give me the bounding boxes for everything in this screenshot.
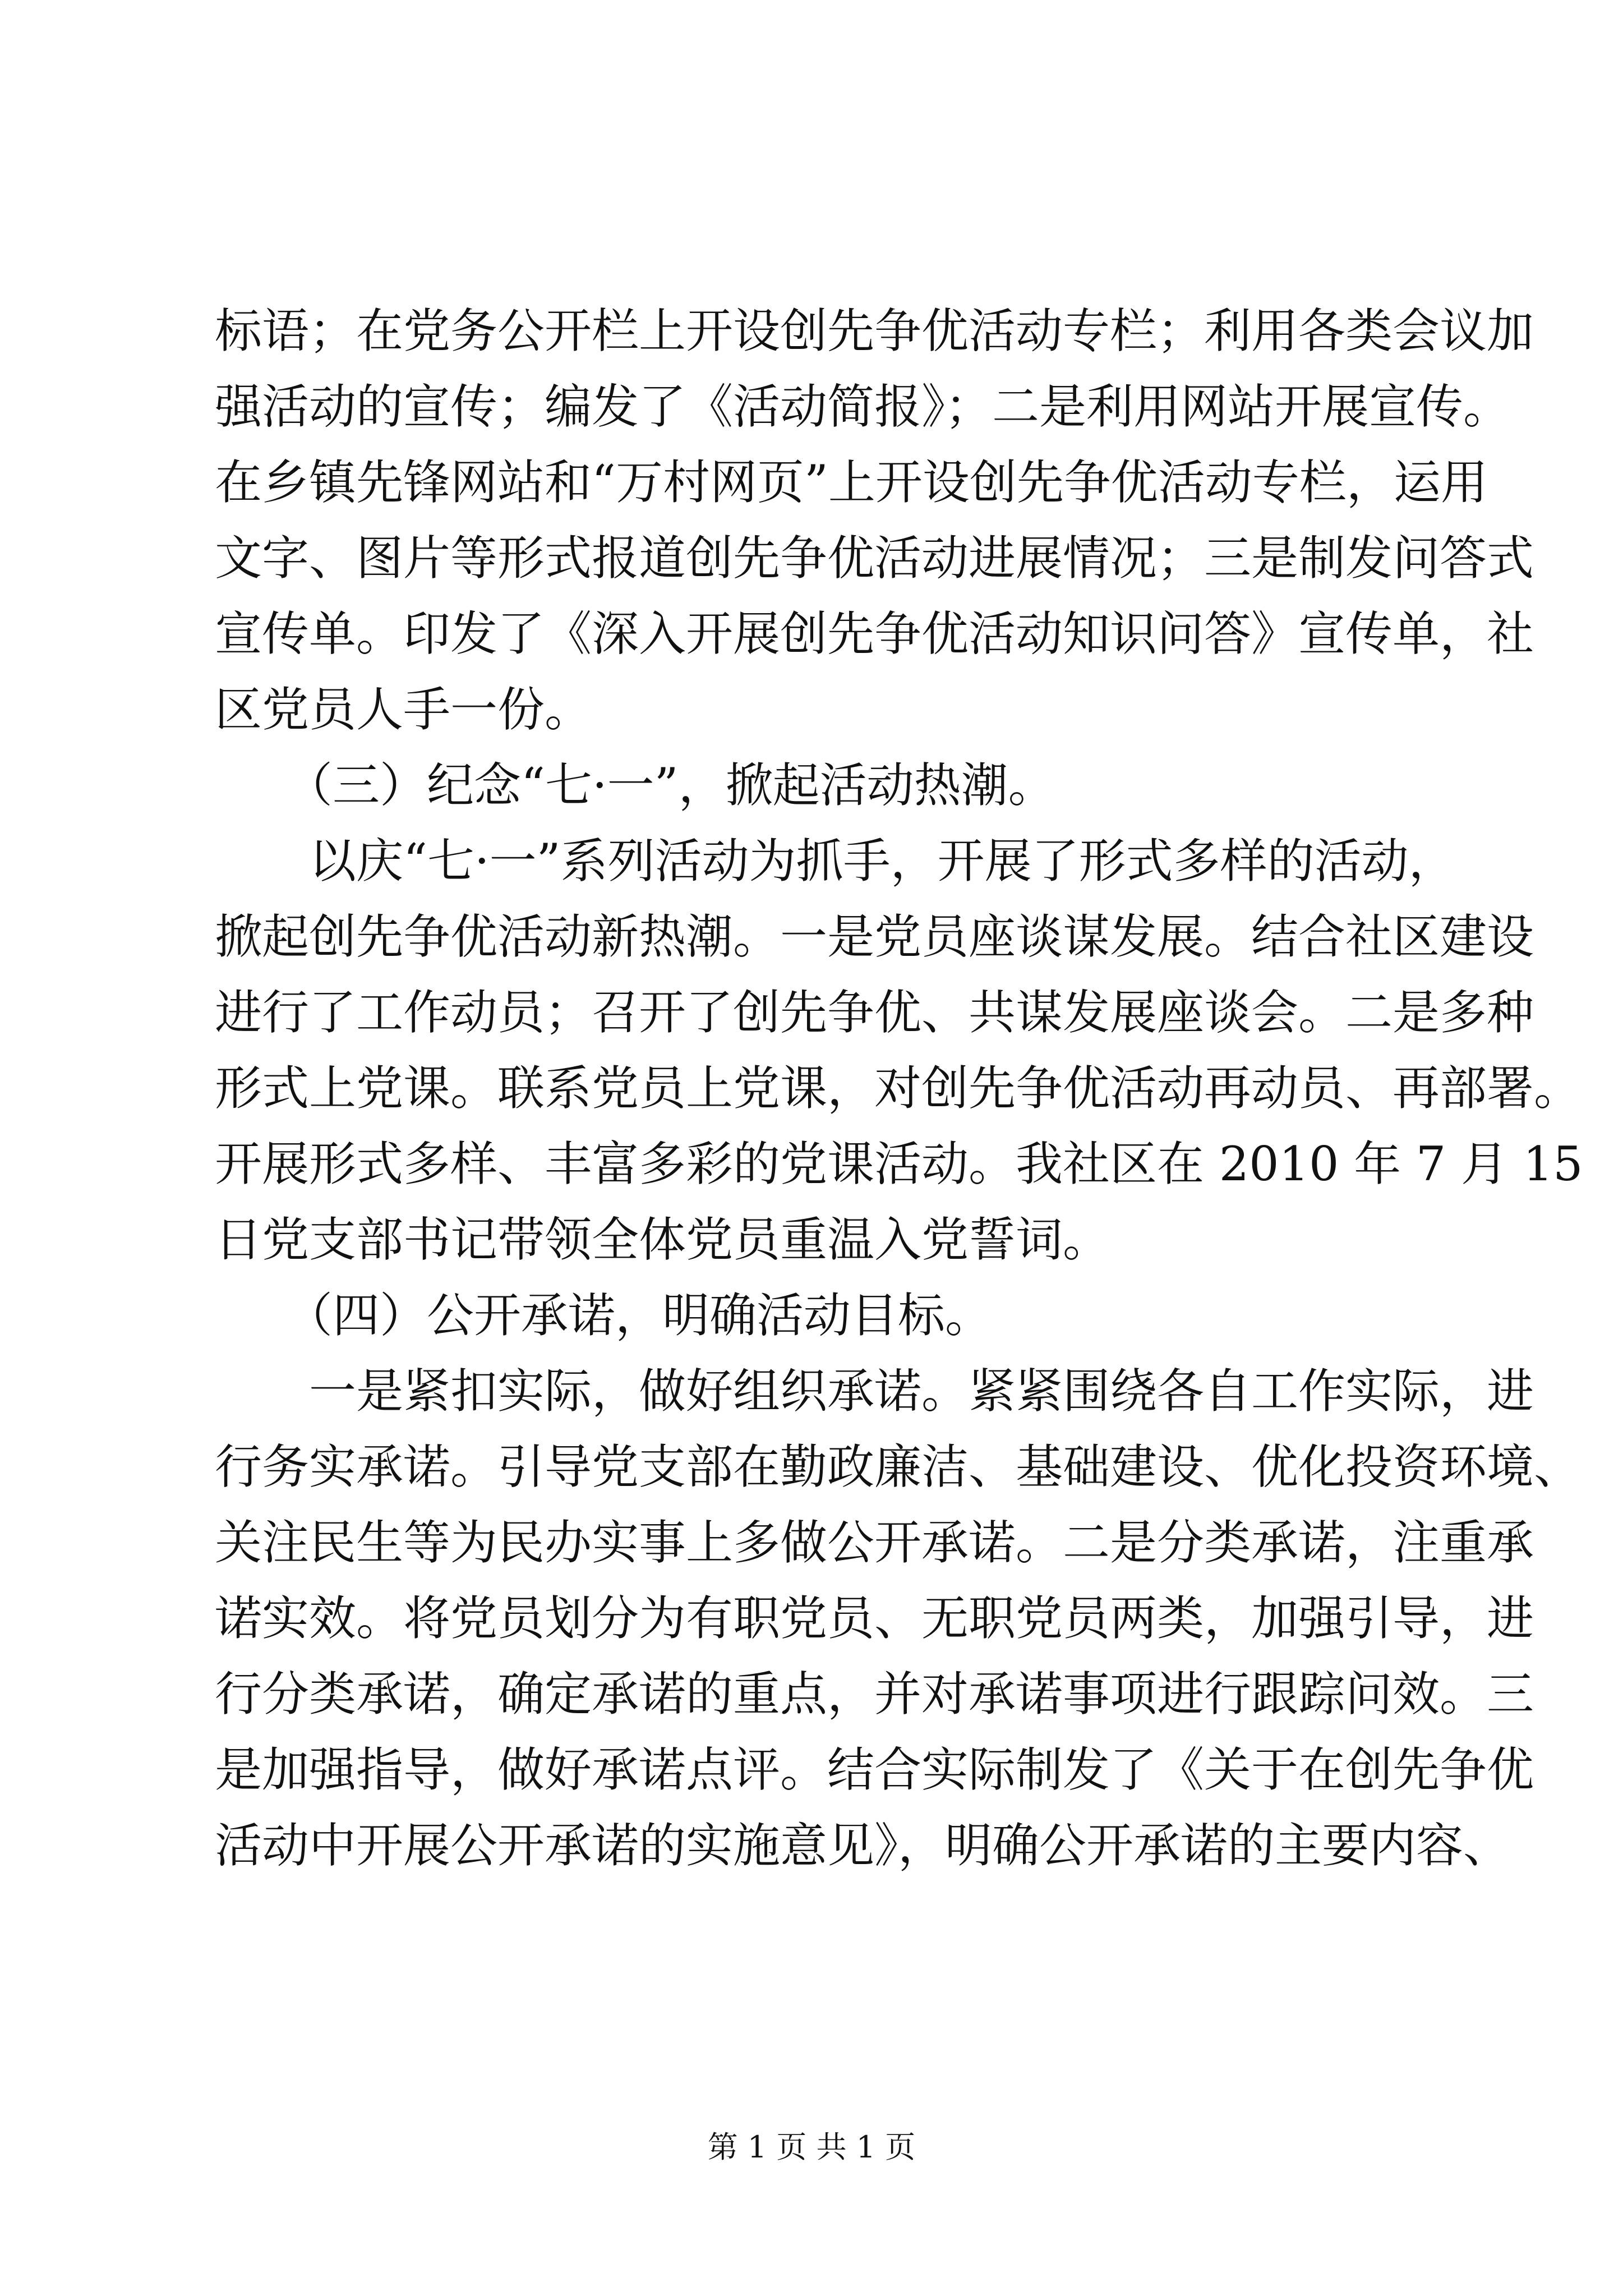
text-line: 是加强指导，做好承诺点评。结合实际制发了《关于在创先争优 — [215, 1742, 1534, 1797]
text-line: 形式上党课。联系党员上党课，对创先争优活动再动员、再部署。 — [215, 1061, 1581, 1116]
text-line: 行分类承诺，确定承诺的重点，并对承诺事项进行跟踪问效。三 — [215, 1667, 1534, 1722]
text-line: 掀起创先争优活动新热潮。一是党员座谈谋发展。结合社区建设 — [215, 909, 1534, 964]
text-line: 宣传单。印发了《深入开展创先争优活动知识问答》宣传单，社 — [215, 606, 1534, 661]
page-footer: 第 1 页 共 1 页 — [707, 2129, 916, 2165]
text-line: 文字、图片等形式报道创先争优活动进展情况；三是制发问答式 — [215, 531, 1534, 586]
text-line: 进行了工作动员；召开了创先争优、共谋发展座谈会。二是多种 — [215, 985, 1534, 1040]
section-heading: （四）公开承诺，明确活动目标。 — [215, 1288, 993, 1343]
text-line: 行务实承诺。引导党支部在勤政廉洁、基础建设、优化投资环境、 — [215, 1439, 1581, 1494]
text-line: 活动中开展公开承诺的实施意见》，明确公开承诺的主要内容、 — [215, 1818, 1511, 1873]
text-line: 日党支部书记带领全体党员重温入党誓词。 — [215, 1212, 1110, 1267]
text-line: 开展形式多样、丰富多彩的党课活动。我社区在 2010 年 7 月 15 — [215, 1137, 1583, 1191]
text-line: 区党员人手一份。 — [215, 682, 592, 737]
section-heading: （三）纪念“七·一”，掀起活动热潮。 — [215, 758, 1055, 813]
text-line: 在乡镇先锋网站和“万村网页”上开设创先争优活动专栏，运用 — [215, 455, 1488, 510]
text-line: 诺实效。将党员划分为有职党员、无职党员两类，加强引导，进 — [215, 1591, 1534, 1646]
text-line: 以庆“七·一”系列活动为抓手，开展了形式多样的活动， — [215, 834, 1456, 889]
text-line: 关注民生等为民办实事上多做公开承诺。二是分类承诺，注重承 — [215, 1515, 1534, 1570]
text-line: 强活动的宣传；编发了《活动简报》；二是利用网站开展宣传。 — [215, 379, 1511, 434]
text-line: 一是紧扣实际，做好组织承诺。紧紧围绕各自工作实际，进 — [215, 1364, 1534, 1419]
text-line: 标语；在党务公开栏上开设创先争优活动专栏；利用各类会议加 — [215, 303, 1534, 358]
